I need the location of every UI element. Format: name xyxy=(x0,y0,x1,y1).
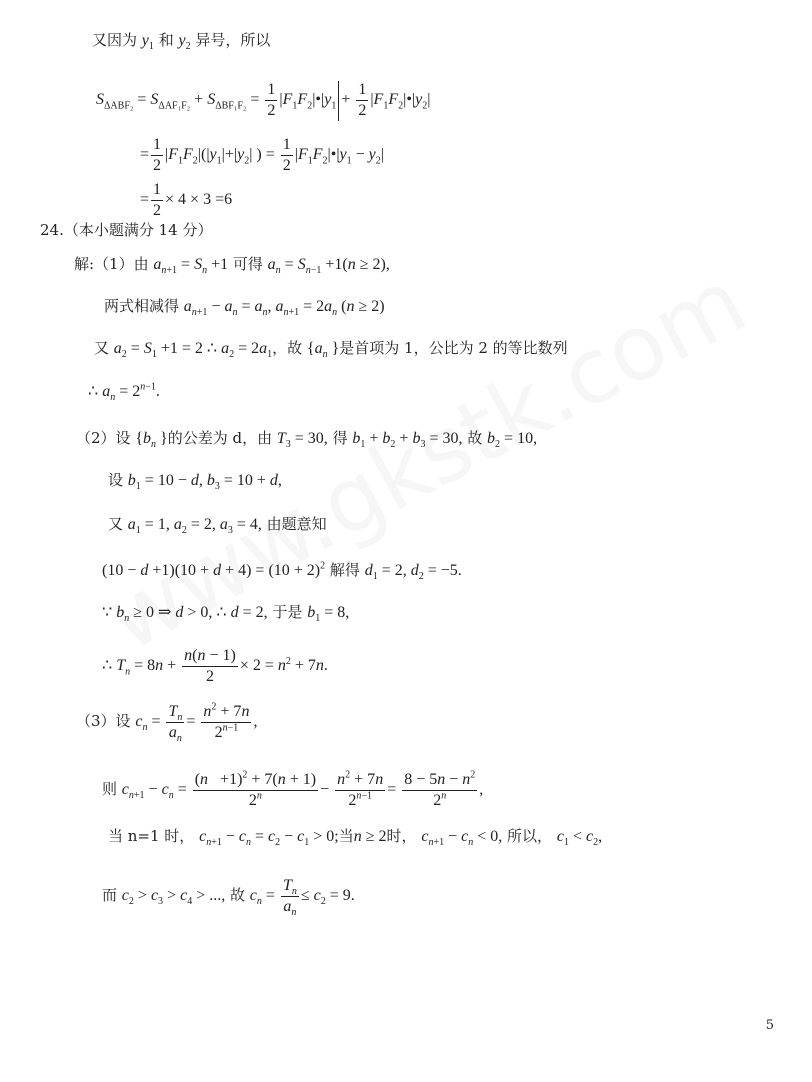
solution-part2-line-4: $(10 - d +1)(10 + d + 4) = (10 + 2)^2$ 解得 $d_1 = 2$, $d_2 = -5$. xyxy=(102,560,462,583)
text-line: 又因为 $y_1$ 和 $y_2$ 异号，所以 xyxy=(92,31,271,53)
solution-part3-line-3: 当 n=1 时， $c_{n+1} - c_n = c_2 - c_1 > 0$;当n ≥ 2时， $c_{n+1} - c_n < 0$, 所以， $c_1 < c_2$, xyxy=(108,827,603,849)
page-number: 5 xyxy=(765,1018,774,1033)
solution-part3-line-2: 则 $c_{n+1} - c_n$ = $\frac{(n +1)^2 + 7(n + 1)}{2^n}$ − $\frac{n^2 + 7n}{2^{n-1}}$ = $\frac{8 - 5n - n^2}{2^n}$ , xyxy=(102,769,484,809)
solution-part3-line-1: （3）设 $c_n$ = $\frac{T_n}{a_n}$ = $\frac{n^2 + 7n}{2^{n-1}}$ , xyxy=(76,701,258,745)
solution-part2-line-5: ∵ $b_n \ge 0$ ⇒ d > 0, ∴ d = 2, 于是 $b_1 = 8$, xyxy=(102,603,350,625)
question-title: 24.（本小题满分 14 分） xyxy=(40,221,213,239)
equation-area-2: = $\frac{1}{2}$ $|F_1F_2|(|y_1|+|y_2|$ ) = $\frac{1}{2}$ $|F_1F_2|•|y_1 - y_2|$ xyxy=(140,136,384,174)
solution-line-4: ∴ $a_n = 2^{n-1}$. xyxy=(88,381,160,404)
solution-part2-line-6: ∴ $T_n = 8n$ + $\frac{n(n - 1)}{2}$ × $2 = n^2 + 7n$. xyxy=(102,647,328,685)
solution-part2-line-1: （2）设 {$b_n$ }的公差为 d，由 $T_3 = 30$, 得 $b_1 + b_2 + b_3 = 30$, 故 $b_2 = 10$, xyxy=(76,429,538,451)
solution-part2-line-2: 设 $b_1 = 10 - d$, $b_3 = 10 + d$, xyxy=(108,471,282,493)
solution-part3-line-4: 而 $c_2 > c_3 > c_4$ > ..., 故 $c_n$ = $\frac{T_n}{a_n}$ ≤ $c_2 = 9$. xyxy=(102,877,355,919)
solution-part2-line-3: 又 $a_1 = 1$, $a_2 = 2$, $a_3 = 4$, 由题意知 xyxy=(108,515,327,537)
equation-area-3: = $\frac{1}{2}$ × 4 × 3 =6 xyxy=(140,181,233,219)
equation-area: $S_{\Delta ABF_2} = S_{\Delta AF_1F_2} + S_{\Delta BF_1F_2}$ = $\frac{1}{2}$ $|F_1F_2|•|y_1$ + $\frac{1}{2}$ $|F_1F_2|•|y_2|$ xyxy=(96,81,431,119)
solution-line-1: 解:（1）由 $a_{n+1} = S_n +1$ 可得 $a_n = S_{n-1} +1(n \ge 2)$, xyxy=(74,255,390,277)
solution-line-2: 两式相减得 $a_{n+1} - a_n = a_n$, $a_{n+1} = 2a_n$ (n ≥ 2) xyxy=(104,297,385,319)
solution-line-3: 又 $a_2 = S_1 +1 = 2$ ∴ $a_2 = 2a_1$，故 {$a_n$ }是首项为 1，公比为 2 的等比数列 xyxy=(94,339,568,361)
